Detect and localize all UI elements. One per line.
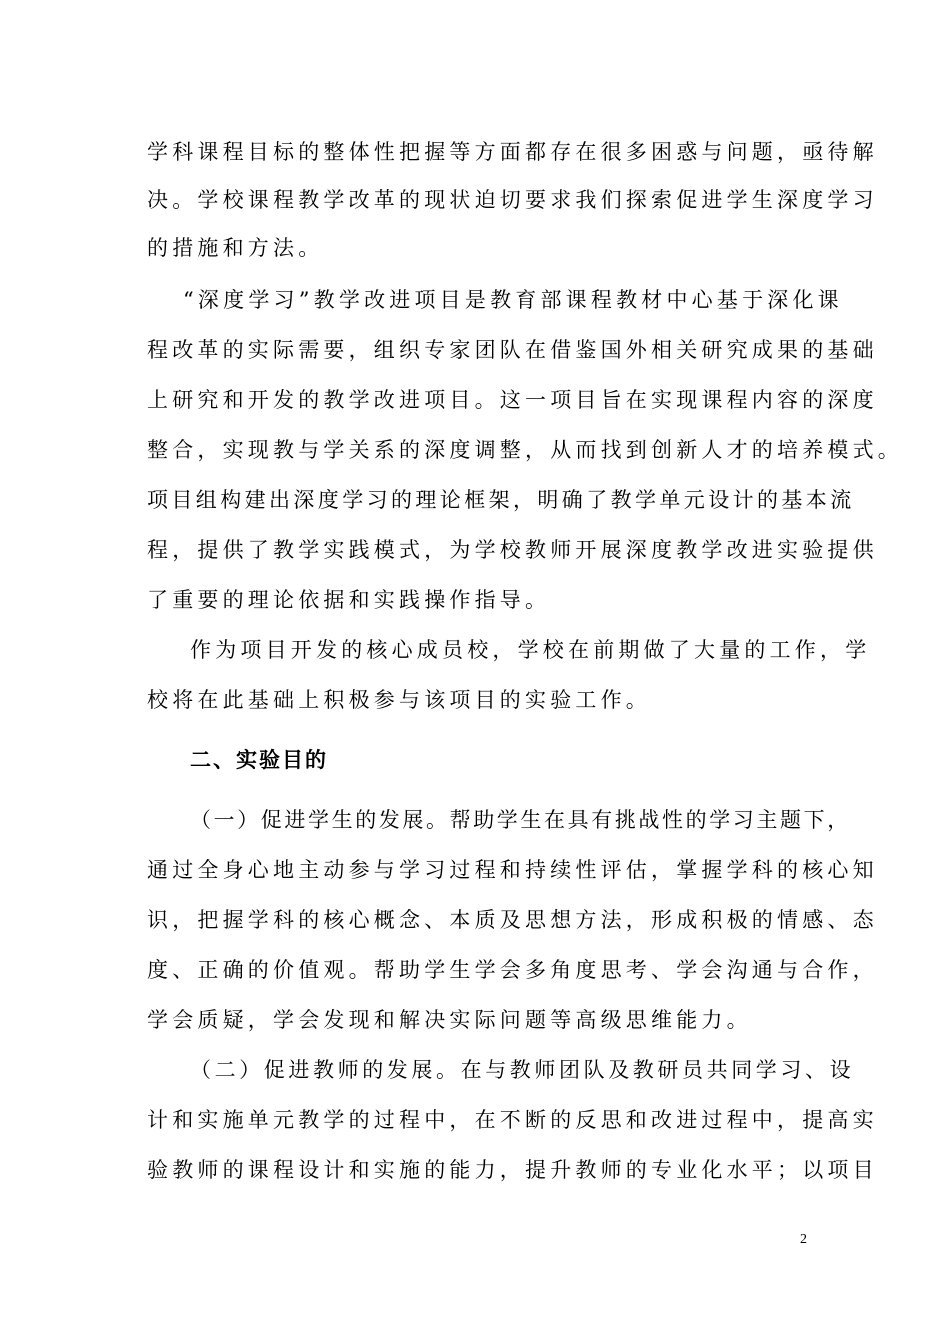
paragraph-2-line-1: “深度学习”教学改进项目是教育部课程教材中心基于深化课	[183, 288, 843, 312]
paragraph-4-line-3: 识，把握学科的核心概念、本质及思想方法，形成积极的情感、态	[147, 908, 878, 932]
page-number: 2	[800, 1232, 807, 1247]
paragraph-5-line-3: 验教师的课程设计和实施的能力，提升教师的专业化水平；以项目	[147, 1158, 878, 1182]
section-heading: 二、实验目的	[190, 748, 328, 772]
paragraph-2-line-3: 上研究和开发的教学改进项目。这一项目旨在实现课程内容的深度	[147, 388, 878, 412]
paragraph-1-line-1: 学科课程目标的整体性把握等方面都存在很多困惑与问题，亟待解	[147, 140, 878, 164]
paragraph-4-line-2: 通过全身心地主动参与学习过程和持续性评估，掌握学科的核心知	[147, 858, 878, 882]
paragraph-5-line-1: （二）促进教师的发展。在与教师团队及教研员共同学习、设	[190, 1058, 855, 1082]
paragraph-2-line-6: 程，提供了教学实践模式，为学校教师开展深度教学改进实验提供	[147, 538, 878, 562]
paragraph-3-line-2: 校将在此基础上积极参与该项目的实验工作。	[147, 688, 651, 712]
paragraph-2-line-2: 程改革的实际需要，组织专家团队在借鉴国外相关研究成果的基础	[147, 338, 878, 362]
paragraph-3-line-1: 作为项目开发的核心成员校，学校在前期做了大量的工作，学	[190, 638, 871, 662]
paragraph-2-line-4: 整合，实现教与学关系的深度调整，从而找到创新人才的培养模式。	[147, 438, 903, 462]
paragraph-4-line-1: （一）促进学生的发展。帮助学生在具有挑战性的学习主题下，	[190, 808, 851, 832]
paragraph-4-line-4: 度、正确的价值观。帮助学生学会多角度思考、学会沟通与合作，	[147, 958, 878, 982]
paragraph-1-line-3: 的措施和方法。	[147, 236, 324, 260]
paragraph-1-line-2: 决。学校课程教学改革的现状迫切要求我们探索促进学生深度学习	[147, 188, 878, 212]
paragraph-2-line-5: 项目组构建出深度学习的理论框架，明确了教学单元设计的基本流	[147, 488, 855, 512]
paragraph-4-line-5: 学会质疑，学会发现和解决实际问题等高级思维能力。	[147, 1008, 752, 1032]
paragraph-5-line-2: 计和实施单元教学的过程中，在不断的反思和改进过程中，提高实	[147, 1108, 878, 1132]
paragraph-2-line-7: 了重要的理论依据和实践操作指导。	[147, 588, 551, 612]
